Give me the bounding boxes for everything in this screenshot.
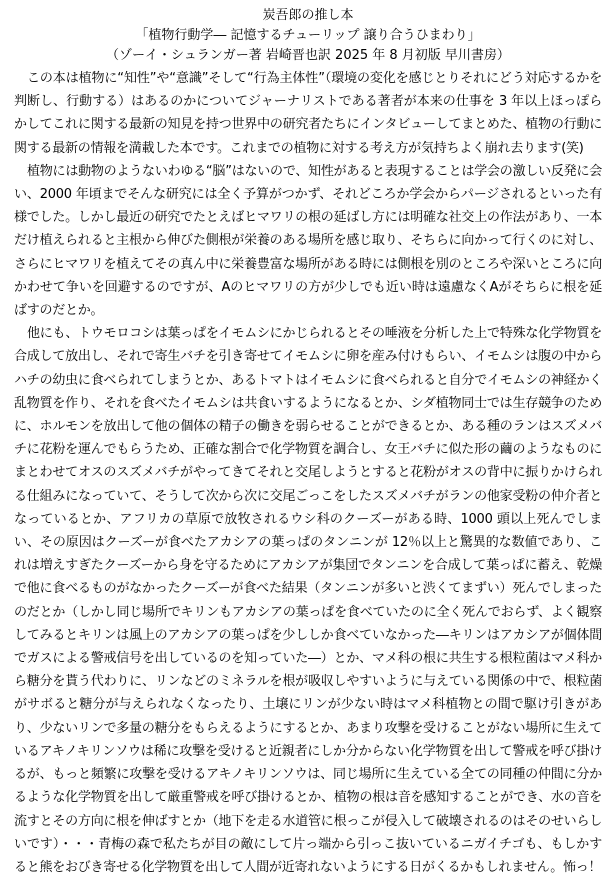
book-source: （ゾーイ・シュランガー著 岩崎晋也訳 2025 年 8 月初版 早川書房）: [106, 48, 510, 63]
paragraph-examples: 他にも、トウモロコシは葉っぱをイモムシにかじられるとその唾液を分析した上で特殊な化学物質を合成して放出し、それで寄生バチを引き寄せてイモムシに卵を産み付けもらい、イモムシは腹の中からハチの幼虫に食べられてしまうとか、あるトマトはイモムシに食べられると自分でイモムシの神経かく乱物質を作り、それを食べたイモムシは共食いするようになるとか、シダ植物同士では生存競争のために、ホルモンを放出して他の個体の精子の働きを弱らせることができるとか、ある種のランはスズメバチに花粉を運んでもらうため、正確な割合で化学物質を調合し、女王バチに似た形の繭のようなものにまとわせてオスのスズメバチがやってきてそれと交尾しようとすると花粉がオスの背中に振りかけられる仕組みになっていて、そうして次から次に交尾ごっこをしたスズメバチがランの他家受粉の仲介者となっているとか、アフリカの草原で放牧されるウシ科のクーズーがある時、1000 頭以上死んでしまい、その原因はクーズーが食べたアカシアの葉っぱのタンニンが 12％以上と驚異的な数値であり、これは増えすぎたクーズーから身を守るためにアカシアが集団でタンニンを合成して葉っぱに蓄え、乾燥で他に食べるものがなかったクーズーが食べた結果（タンニンが多いと渋くてまずい）死んでしまったのだとか（しかし同じ場所でキリンもアカシアの葉っぱを食べていたのに全く死んでおらず、よく観察してみるとキリンは風上のアカシアの葉っぱを少ししか食べていなかった―キリンはアカシアが個体間でガスによる警戒信号を出しているのを知っていた―）とか、マメ科の根に共生する根粒菌はマメ科から糖分を貰う代わりに、リンなどのミネラルを根が吸収しやすいように与えている関係の中で、根粒菌がサボると糖分が与えられなくなったり、土壌にリンが少ない時はマメ科植物との間で駆け引きがあり、少ないリンで多量の糖分をもらえるようにするとか、あまり攻撃を受けることがない場所に生えているアキノキリンソウは稀に攻撃を受けると近親者にしか分からない化学物質を出して警戒を呼び掛けるが、もっと頻繁に攻撃を受けるアキノキリンソウは、同じ場所に生えている全ての同種の仲間に分かるような化学物質を出して厳重警戒を呼び掛けるとか、植物の根は音を感知することができ、水の音を流すとその方向に根を伸ばすとか（地下を走る水道管に根っこが侵入して破壊されるのはそのせいらしいです）・・・青梅の森で私たちが目の敵にして片っ端から引っこ抜いているニガイチゴも、もしかすると熊をおびき寄せる化学物質を出して人間が近寄れないようにする日がくるかもしれません。怖っ！: [14, 326, 602, 875]
book-title: 「植物行動学― 記憶するチューリップ 譲り合うひまわり」: [135, 28, 481, 43]
paragraph-sunflower: 植物には動物のようないわゆる“脳”はないので、知性があると表現することは学会の激しい反発に会い、2000 年頃までそんな研究には全く予算がつかず、それどころか学会からパージされるといった有様でした。しかし最近の研究でたとえばヒマワリの根の延ばし方には明確な社交上の作法があり、一本だけ植えられると主根から伸びた側根が栄養のある場所を感じ取り、そちらに向かって行くのに対し、さらにヒマワリを植えてその真ん中に栄養豊富な場所がある時には側根を別のところや深いところに向かわせて争いを回避するのですが、Aのヒマワリの方が少しでも近い時は遠慮なくAがそちらに根を延ばすのだとか。: [14, 163, 602, 319]
column-title: 炭吾郎の推し本: [262, 8, 354, 23]
paragraph-intro: この本は植物に“知性”や“意識”そして“行為主体性”（環境の変化を感じとりそれにどう対応するかを判断し、行動する）はあるのかについてジャーナリストである著者が本来の仕事を 3 年以上ほっぽらかしてこれに関する最新の知見を持つ世界中の研究者たちにインタビューしてまとめた、植物の行動に関する最新の情報を満載した本です。これまでの植物に対する考え方が気持ちよく崩れ去ります(笑): [14, 71, 602, 156]
